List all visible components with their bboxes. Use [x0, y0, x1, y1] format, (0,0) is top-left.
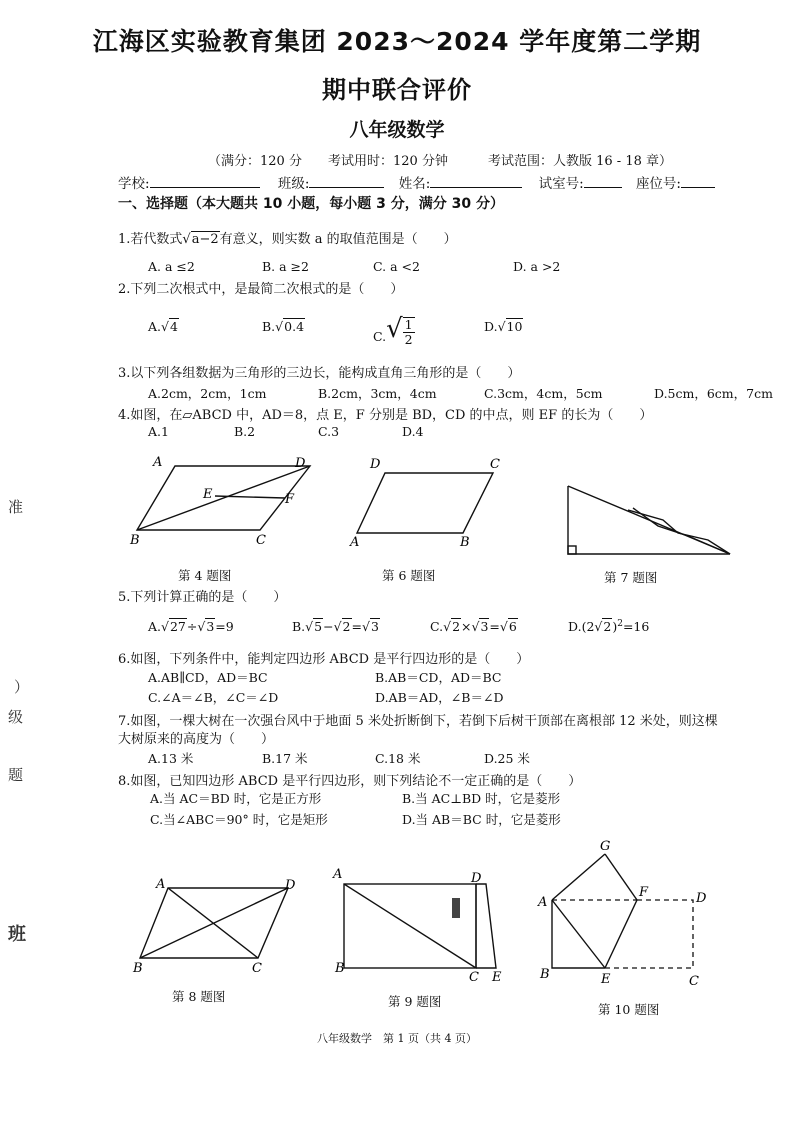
margin-mark-4: 级 — [8, 708, 24, 726]
room-label: 试室号: — [538, 176, 584, 192]
question-6: 6.如图，下列条件中，能判定四边形 ABCD 是平行四边形的是（ ） — [118, 652, 530, 667]
fig6-label-d: D — [370, 457, 381, 472]
fig9-label-b: B — [335, 961, 345, 976]
q6-option-d[interactable]: D.AB＝AD，∠B＝∠D — [375, 690, 504, 705]
q4-option-b[interactable]: B.2 — [234, 424, 256, 439]
fig4-label-d: D — [295, 456, 306, 471]
q2-option-d[interactable]: D.√10 — [484, 319, 523, 334]
q6-option-b[interactable]: B.AB＝CD，AD＝BC — [375, 670, 502, 685]
figure-8 — [128, 870, 308, 980]
fig4-label-f: F — [285, 492, 295, 507]
caption-fig9: 第 9 题图 — [388, 994, 442, 1009]
q1-option-a[interactable]: A. a ≤2 — [148, 259, 195, 274]
q3-option-c[interactable]: C.3cm，4cm，5cm — [484, 386, 603, 401]
question-4: 4.如图，在▱ABCD 中，AD＝8，点 E，F 分别是 BD，CD 的中点，则 EF 的长为（ ） — [118, 408, 653, 423]
fig6-label-a: A — [350, 535, 360, 550]
fig9-label-c: C — [469, 970, 479, 985]
fig4-label-c: C — [256, 533, 266, 548]
room-field[interactable] — [584, 174, 622, 188]
exam-title-line2: 期中联合评价 — [322, 76, 472, 104]
figure-4 — [125, 448, 325, 548]
fold-mark-icon — [452, 898, 460, 918]
margin-mark-3: 题 — [8, 766, 24, 784]
margin-mark-2: ） — [14, 678, 30, 696]
caption-fig8: 第 8 题图 — [172, 989, 226, 1004]
q8-option-a[interactable]: A.当 AC＝BD 时，它是正方形 — [150, 791, 322, 806]
school-field[interactable] — [150, 174, 260, 188]
subject-title: 八年级数学 — [349, 119, 445, 141]
figure-6 — [345, 448, 505, 548]
q2-option-c[interactable]: C.√ $\frac{1}{2}$ — [373, 314, 413, 347]
seat-field[interactable] — [681, 174, 715, 188]
question-7-line2: 大树原来的高度为（ ） — [118, 732, 275, 747]
q3-option-a[interactable]: A.2cm，2cm，1cm — [148, 386, 267, 401]
q5-option-b[interactable]: B.√5−√2=√3 — [292, 619, 379, 634]
sqrt-expression: √a−2 — [182, 232, 219, 247]
q1-option-c[interactable]: C. a <2 — [373, 259, 420, 274]
q2-option-a[interactable]: A.√4 — [148, 319, 178, 334]
q7-option-b[interactable]: B.17 米 — [262, 751, 308, 766]
margin-mark-5: 班 — [8, 924, 26, 945]
exam-title-line1: 江海区实验教育集团 2023～2024 学年度第二学期 — [92, 27, 702, 56]
student-info-row — [118, 172, 715, 192]
question-7-line1: 7.如图，一棵大树在一次强台风中于地面 5 米处折断倒下，若倒下后树干顶部在离根部 12 米处，则这棵 — [118, 714, 718, 729]
fig10-label-f: F — [639, 885, 649, 900]
fig10-label-g: G — [600, 839, 611, 854]
fig10-label-a: A — [538, 895, 548, 910]
q8-option-c[interactable]: C.当∠ABC＝90° 时，它是矩形 — [150, 812, 328, 827]
q2-option-b[interactable]: B.√0.4 — [262, 319, 305, 334]
fig8-label-b: B — [133, 961, 143, 976]
name-field[interactable] — [430, 174, 522, 188]
q4-option-c[interactable]: C.3 — [318, 424, 340, 439]
question-2: 2.下列二次根式中，是最简二次根式的是（ ） — [118, 282, 404, 297]
q8-option-b[interactable]: B.当 AC⊥BD 时，它是菱形 — [402, 791, 561, 806]
section-heading: 一、选择题（本大题共 10 小题，每小题 3 分，满分 30 分） — [118, 196, 504, 212]
question-5: 5.下列计算正确的是（ ） — [118, 590, 287, 605]
caption-fig6: 第 6 题图 — [382, 568, 436, 583]
q1-radicand: a−2 — [191, 232, 219, 247]
figure-10 — [535, 838, 715, 998]
q5-option-c[interactable]: C.√2×√3=√6 — [430, 619, 517, 634]
class-field[interactable] — [309, 174, 384, 188]
seat-label: 座位号: — [635, 176, 681, 192]
fig4-label-e: E — [203, 487, 213, 502]
fig9-label-e: E — [492, 970, 502, 985]
caption-fig10: 第 10 题图 — [598, 1002, 660, 1017]
q5-option-a[interactable]: A.√27÷√3=9 — [148, 619, 234, 634]
school-label: 学校: — [118, 176, 150, 192]
name-label: 姓名: — [398, 176, 431, 192]
fig10-label-e: E — [601, 972, 611, 987]
figure-7 — [558, 478, 738, 568]
question-1 — [118, 228, 457, 247]
q6-option-a[interactable]: A.AB∥CD，AD＝BC — [148, 670, 268, 685]
q1-stem-pre: 1.若代数式 — [118, 232, 183, 247]
fig9-label-d: D — [471, 871, 482, 886]
fig8-label-a: A — [156, 877, 166, 892]
fig8-label-c: C — [252, 961, 262, 976]
q1-stem-post: 有意义，则实数 a 的取值范围是（ ） — [219, 232, 457, 247]
fig4-label-a: A — [153, 455, 163, 470]
question-8: 8.如图，已知四边形 ABCD 是平行四边形，则下列结论不一定正确的是（ ） — [118, 774, 582, 789]
q4-option-d[interactable]: D.4 — [402, 424, 424, 439]
figure-9 — [330, 862, 520, 985]
q7-option-a[interactable]: A.13 米 — [148, 751, 194, 766]
full-score: （满分：120 分 — [208, 154, 302, 169]
fig10-label-b: B — [540, 967, 550, 982]
question-3: 3.以下列各组数据为三角形的三边长，能构成直角三角形的是（ ） — [118, 366, 521, 381]
q8-option-d[interactable]: D.当 AB＝BC 时，它是菱形 — [402, 812, 561, 827]
fig9-label-a: A — [333, 867, 343, 882]
q5-option-d[interactable]: $D.(2√2)^2=16$ — [568, 618, 650, 634]
fig6-label-c: C — [490, 457, 500, 472]
fig4-label-b: B — [130, 533, 140, 548]
exam-scope: 考试范围：人教版 16 - 18 章） — [488, 154, 673, 169]
exam-duration: 考试用时：120 分钟 — [328, 154, 448, 169]
q1-option-d[interactable]: D. a >2 — [513, 259, 561, 274]
fig6-label-b: B — [460, 535, 470, 550]
q3-option-d[interactable]: D.5cm，6cm，7cm — [654, 386, 773, 401]
q7-option-c[interactable]: C.18 米 — [375, 751, 421, 766]
fig8-label-d: D — [285, 878, 296, 893]
q1-option-b[interactable]: B. a ≥2 — [262, 259, 309, 274]
class-label: 班级: — [277, 176, 310, 192]
q4-option-a[interactable]: A.1 — [148, 424, 169, 439]
q6-option-c[interactable]: C.∠A＝∠B，∠C＝∠D — [148, 690, 279, 705]
caption-fig7: 第 7 题图 — [604, 570, 658, 585]
q3-option-b[interactable]: B.2cm，3cm，4cm — [318, 386, 437, 401]
fig10-label-c: C — [689, 974, 699, 989]
page-footer: 八年级数学 第 1 页（共 4 页） — [317, 1032, 477, 1045]
q7-option-d[interactable]: D.25 米 — [484, 751, 530, 766]
margin-mark-1: 准 — [8, 498, 24, 516]
fig10-label-d: D — [696, 891, 707, 906]
caption-fig4: 第 4 题图 — [178, 568, 232, 583]
